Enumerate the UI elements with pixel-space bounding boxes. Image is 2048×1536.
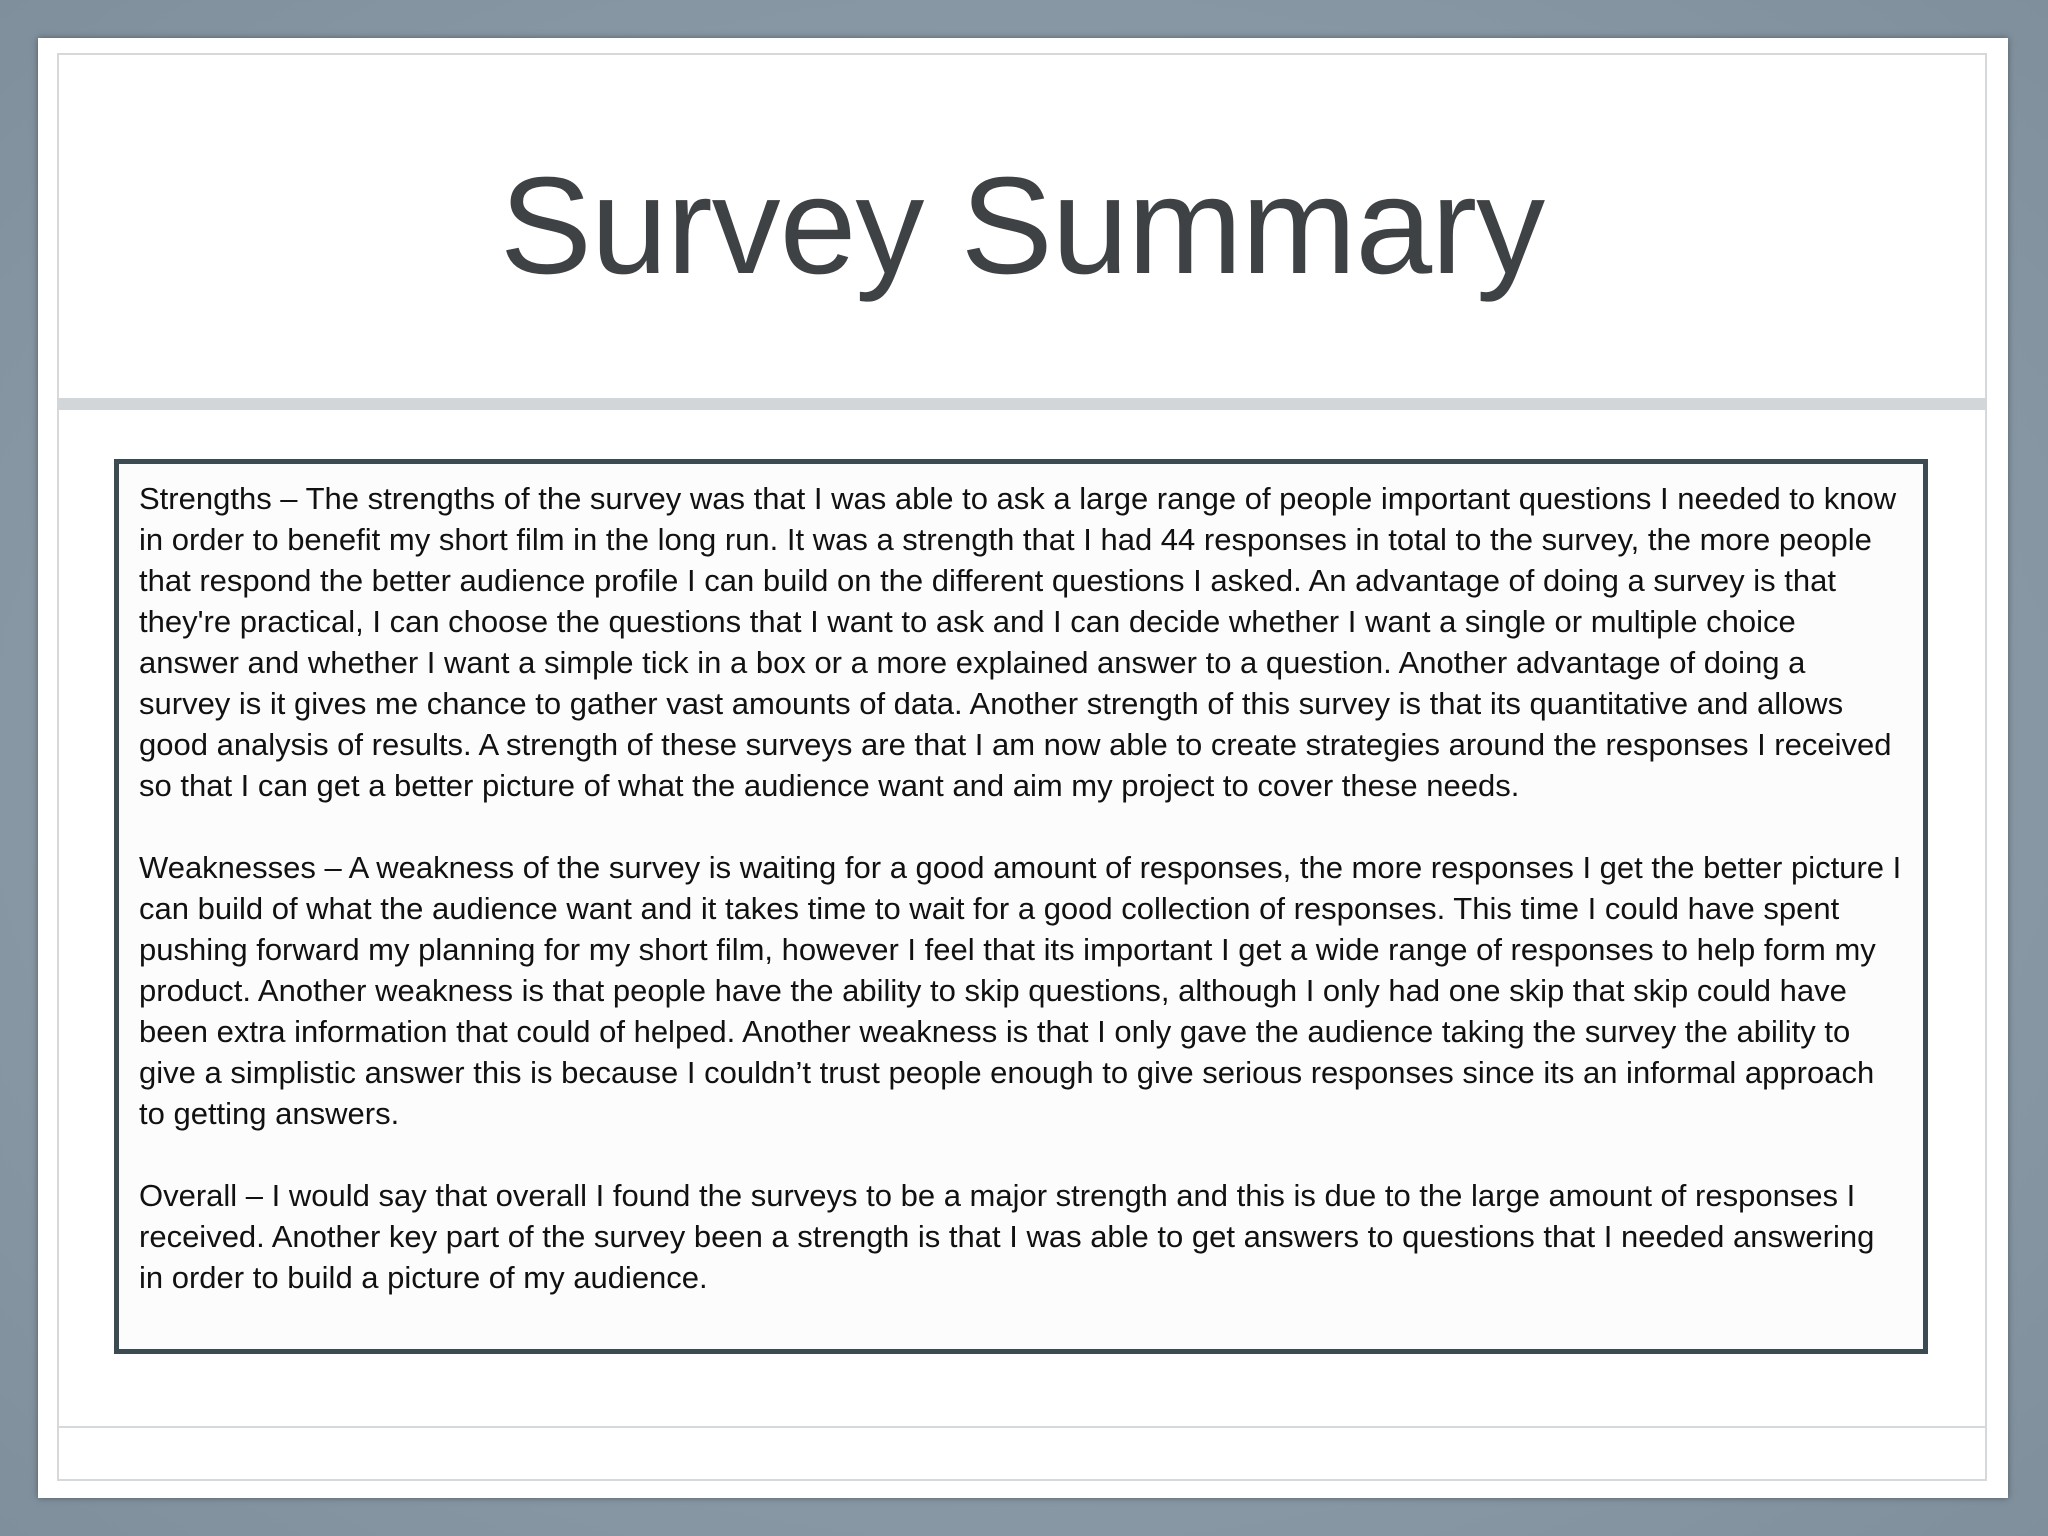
summary-text-box — [114, 459, 1928, 1354]
title-area — [57, 53, 1987, 393]
slide-title: Survey Summary — [499, 148, 1545, 303]
title-divider — [57, 398, 1987, 410]
overall-paragraph: Overall – I would say that overall I found the surveys to be a major strength and this is due to the large amount of responses I received. Another key part of the survey been a strength is that I was able to get answers to questions that I needed answering in order to build a picture of my audience. — [139, 1178, 1875, 1295]
strengths-paragraph: Strengths – The strengths of the survey was that I was able to ask a large range of people important questions I needed to know in order to benefit my short film in the long run. It was a strength that I had 44 responses in total to the survey, the more people that respond the better audience profile I can build on the different questions I asked. An advantage of doing a survey is that they're practical, I can choose the questions that I want to ask and I can decide whether I want a single or multiple choice answer and whether I want a simple tick in a box or a more explained answer to a question. Another advantage of doing a survey is it gives me chance to gather vast amounts of data. Another strength of this survey is that its quantitative and allows good analysis of results. A strength of these surveys are that I am now able to create strategies around the responses I received so that I can get a better picture of what the audience want and aim my project to cover these needs. — [139, 481, 1897, 803]
footer-divider — [57, 1426, 1987, 1428]
weaknesses-paragraph: Weaknesses – A weakness of the survey is waiting for a good amount of responses, the more responses I get the better picture I can build of what the audience want and it takes time to wait for a good collection of responses. This time I could have spent pushing forward my planning for my short film, however I feel that its important I get a wide range of responses to help form my product. Another weakness is that people have the ability to skip questions, although I only had one skip that skip could have been extra information that could of helped. Another weakness is that I only gave the audience taking the survey the ability to give a simplistic answer this is because I couldn’t trust people enough to give serious responses since its an informal approach to getting answers. — [139, 850, 1902, 1131]
slide — [38, 38, 2008, 1498]
